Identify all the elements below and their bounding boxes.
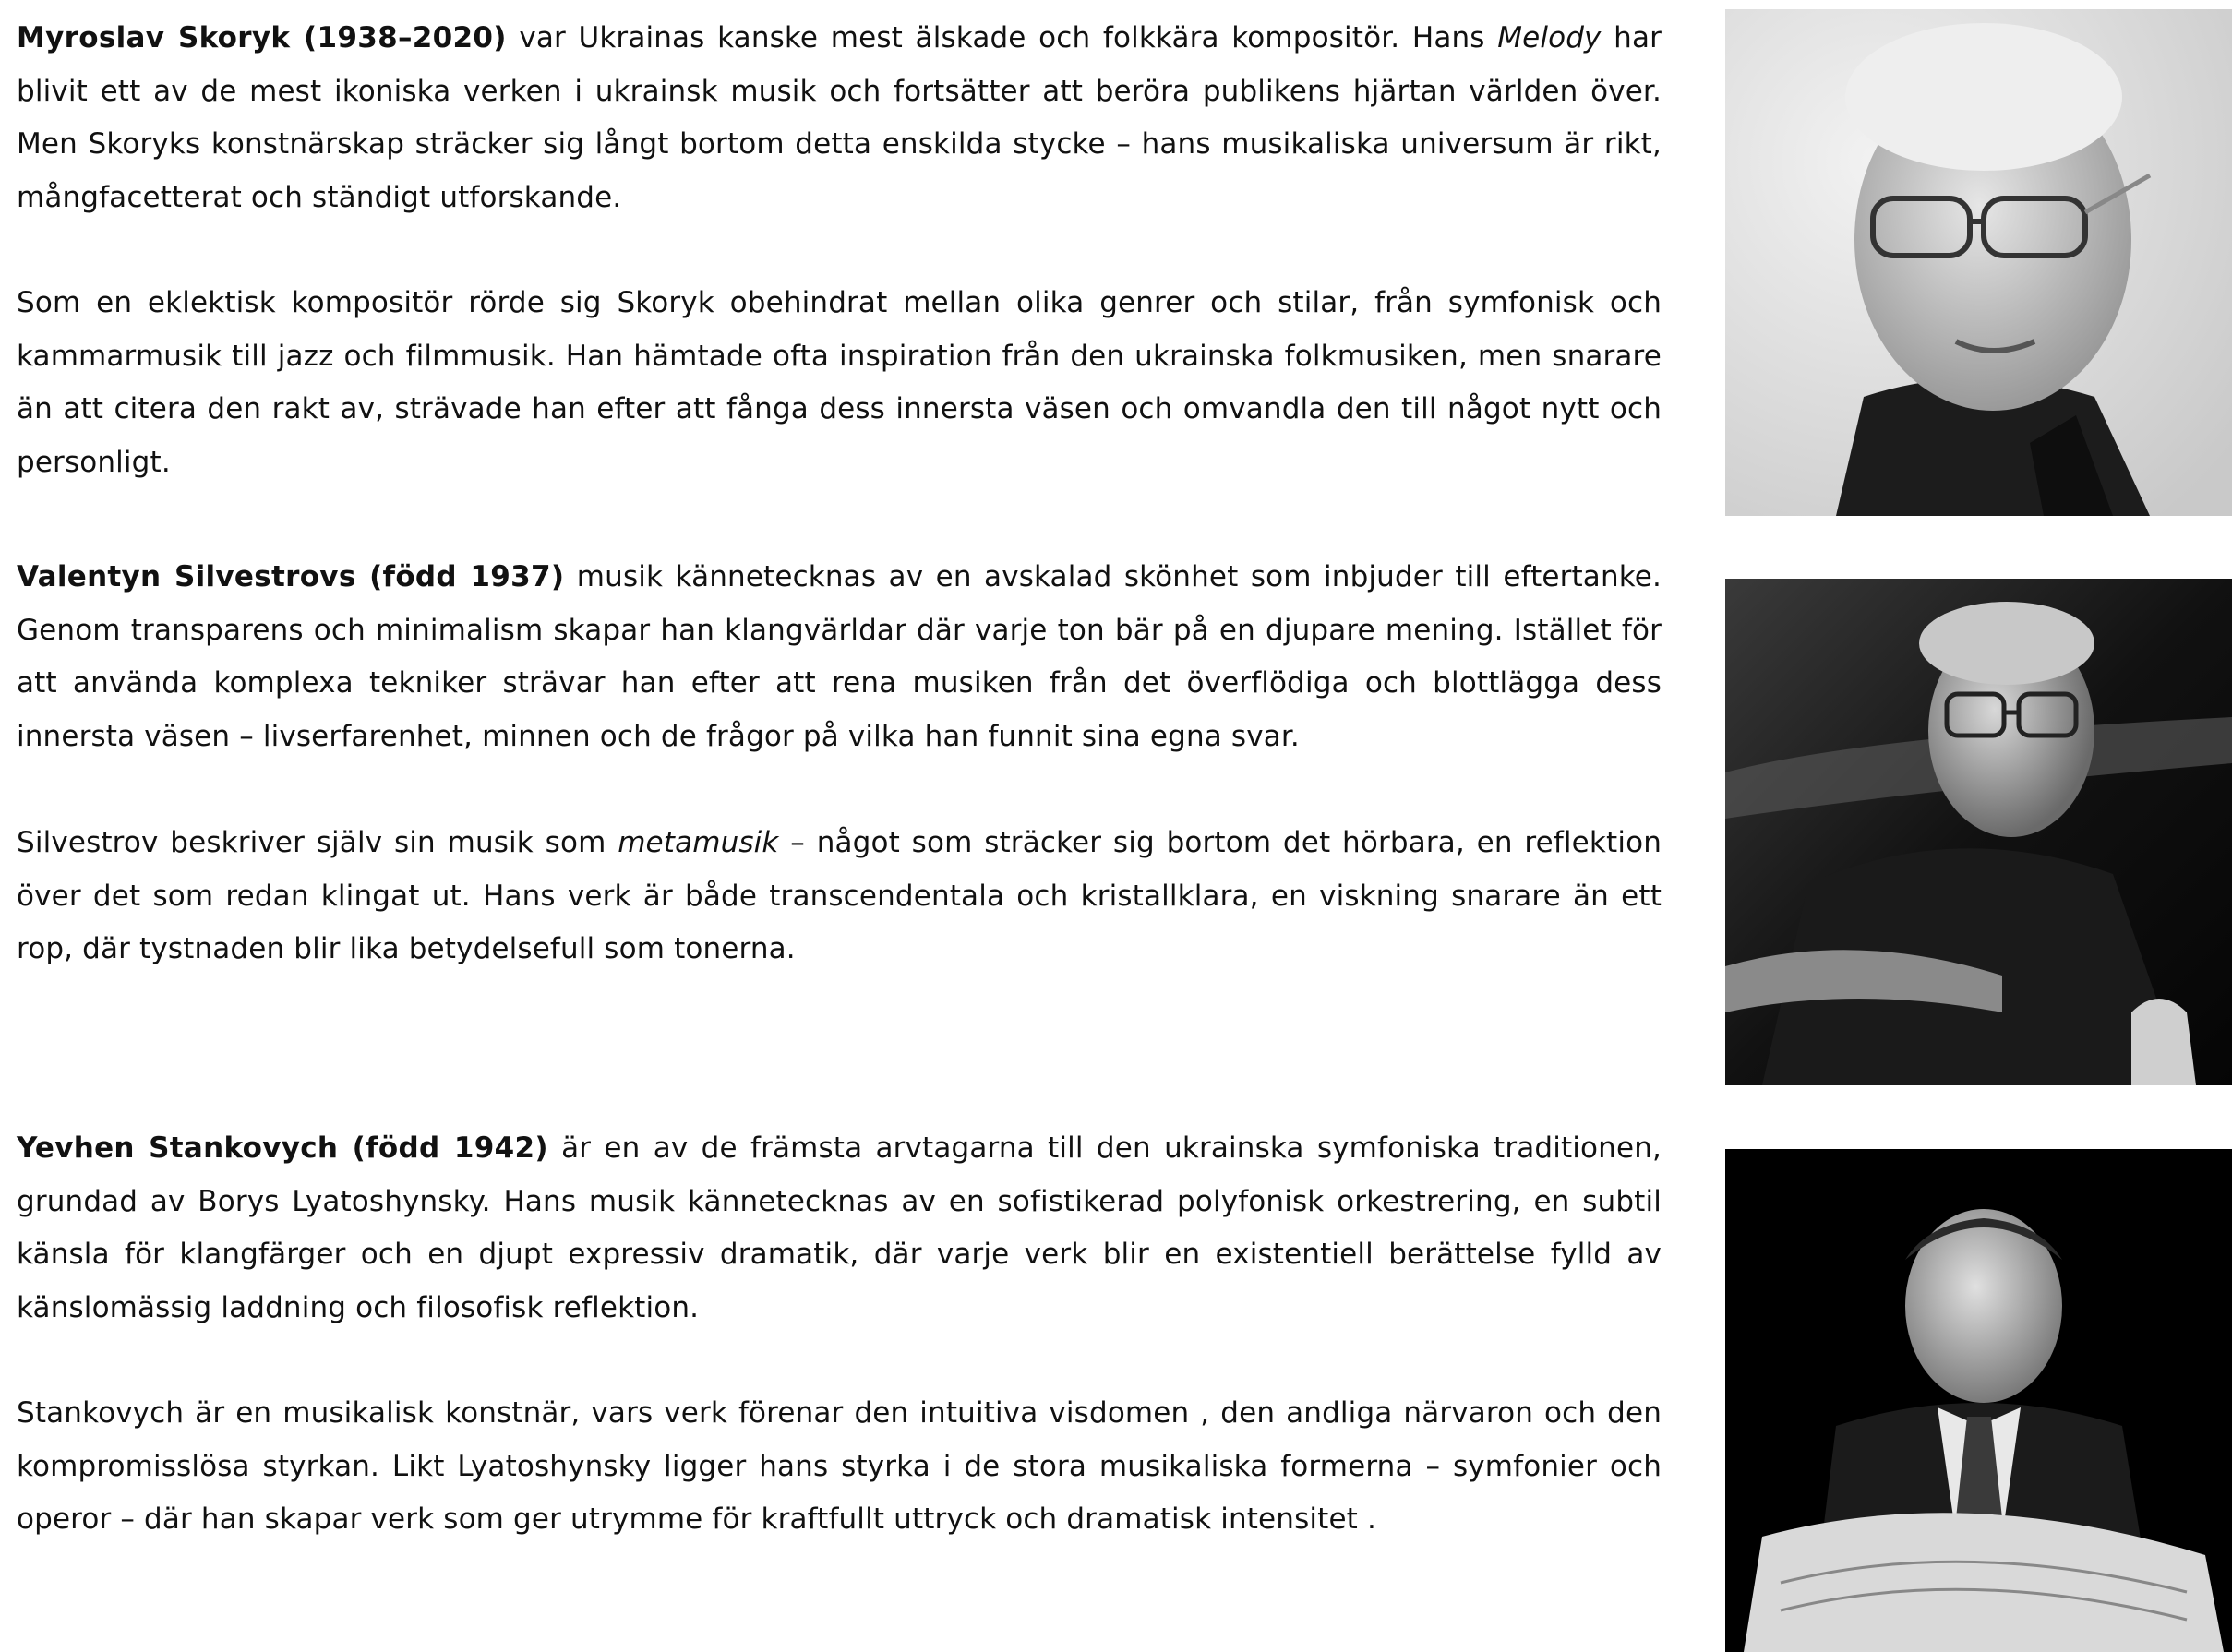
stankovych-portrait: [1725, 1149, 2232, 1652]
skoryk-text: [17, 12, 1662, 224]
silvestrov-name: Valentyn Silvestrovs (född 1937): [17, 560, 565, 593]
silvestrov-paragraph-2: [17, 817, 1662, 976]
silvestrov-p2-text-b: – något som sträcker sig bortom det hörbara, en reflektion över det som redan klingat ut. Hans verk är både transcendentala och kristallklara, en viskning snarare än ett rop, där tystnaden blir lika betydelsefull som tonerna.: [17, 826, 1662, 965]
skoryk-portrait-image: [1725, 9, 2232, 516]
stankovych-portrait-image: [1725, 1149, 2232, 1652]
skoryk-name: Myroslav Skoryk (1938–2020): [17, 21, 507, 54]
silvestrov-portrait-image: [1725, 579, 2232, 1085]
stankovych-p1-text: är en av de främsta arvtagarna till den ukrainska symfoniska traditionen, grundad av Borys Lyatoshynsky. Hans musik kännetecknas av en sofistikerad polyfonisk orkestrering, en subtil känsla för klangfärger och en djupt expressiv dramatik, där varje verk blir en existentiell berättelse fylld av känslomässig laddning och filosofisk reflektion.: [17, 1131, 1662, 1324]
skoryk-melody-title: Melody: [1497, 21, 1602, 54]
silvestrov-metamusik-term: metamusik: [618, 826, 779, 859]
silvestrov-paragraph-1: [17, 551, 1662, 763]
stankovych-paragraph-1: [17, 1122, 1662, 1335]
stankovych-name: Yevhen Stankovych (född 1942): [17, 1131, 548, 1165]
skoryk-p1-text-a: var Ukrainas kanske mest älskade och folkkära kompositör. Hans: [506, 21, 1498, 54]
skoryk-portrait: [1725, 9, 2232, 516]
silvestrov-text: [17, 551, 1662, 763]
silvestrov-text-2: [17, 817, 1662, 976]
skoryk-paragraph-2: Som en eklektisk kompositör rörde sig Skoryk obehindrat mellan olika genrer och stilar, från symfonisk och kammarmusik till jazz och filmmusik. Han hämtade ofta inspiration från den ukrainska folkmusiken, men snarare än att citera den rakt av, strävade han efter att fånga dess innersta väsen och omvandla den till något nytt och personligt.: [17, 286, 1662, 479]
stankovych-text: [17, 1122, 1662, 1335]
skoryk-p1-text-b: har blivit ett av de mest ikoniska verken i ukrainsk musik och fortsätter att beröra publikens hjärtan världen över. Men Skoryks konstnärskap sträcker sig långt bortom detta enskilda stycke – hans musikaliska universum är rikt, mångfacetterat och ständigt utforskande.: [17, 21, 1662, 214]
silvestrov-p1-text: musik kännetecknas av en avskalad skönhet som inbjuder till eftertanke. Genom transparens och minimalism skapar han klangvärldar där varje ton bär på en djupare mening. Istället för att använda komplexa tekniker strävar han efter att rena musiken från det överflödiga och blottlägga dess innersta väsen – livserfarenhet, minnen och de frågor på vilka han funnit sina egna svar.: [17, 560, 1662, 753]
stankovych-text-2: [17, 1387, 1662, 1547]
silvestrov-portrait: [1725, 579, 2232, 1085]
stankovych-paragraph-2: Stankovych är en musikalisk konstnär, vars verk förenar den intuitiva visdomen , den andliga närvaron och den kompromisslösa styrkan. Likt Lyatoshynsky ligger hans styrka i de stora musikaliska formerna – symfonier och operor – där han skapar verk som ger utrymme för kraftfullt uttryck och dramatisk intensitet .: [17, 1396, 1662, 1536]
silvestrov-p2-text-a: Silvestrov beskriver själv sin musik som: [17, 826, 618, 859]
skoryk-text-2: [17, 277, 1662, 489]
skoryk-paragraph-1: [17, 12, 1662, 224]
